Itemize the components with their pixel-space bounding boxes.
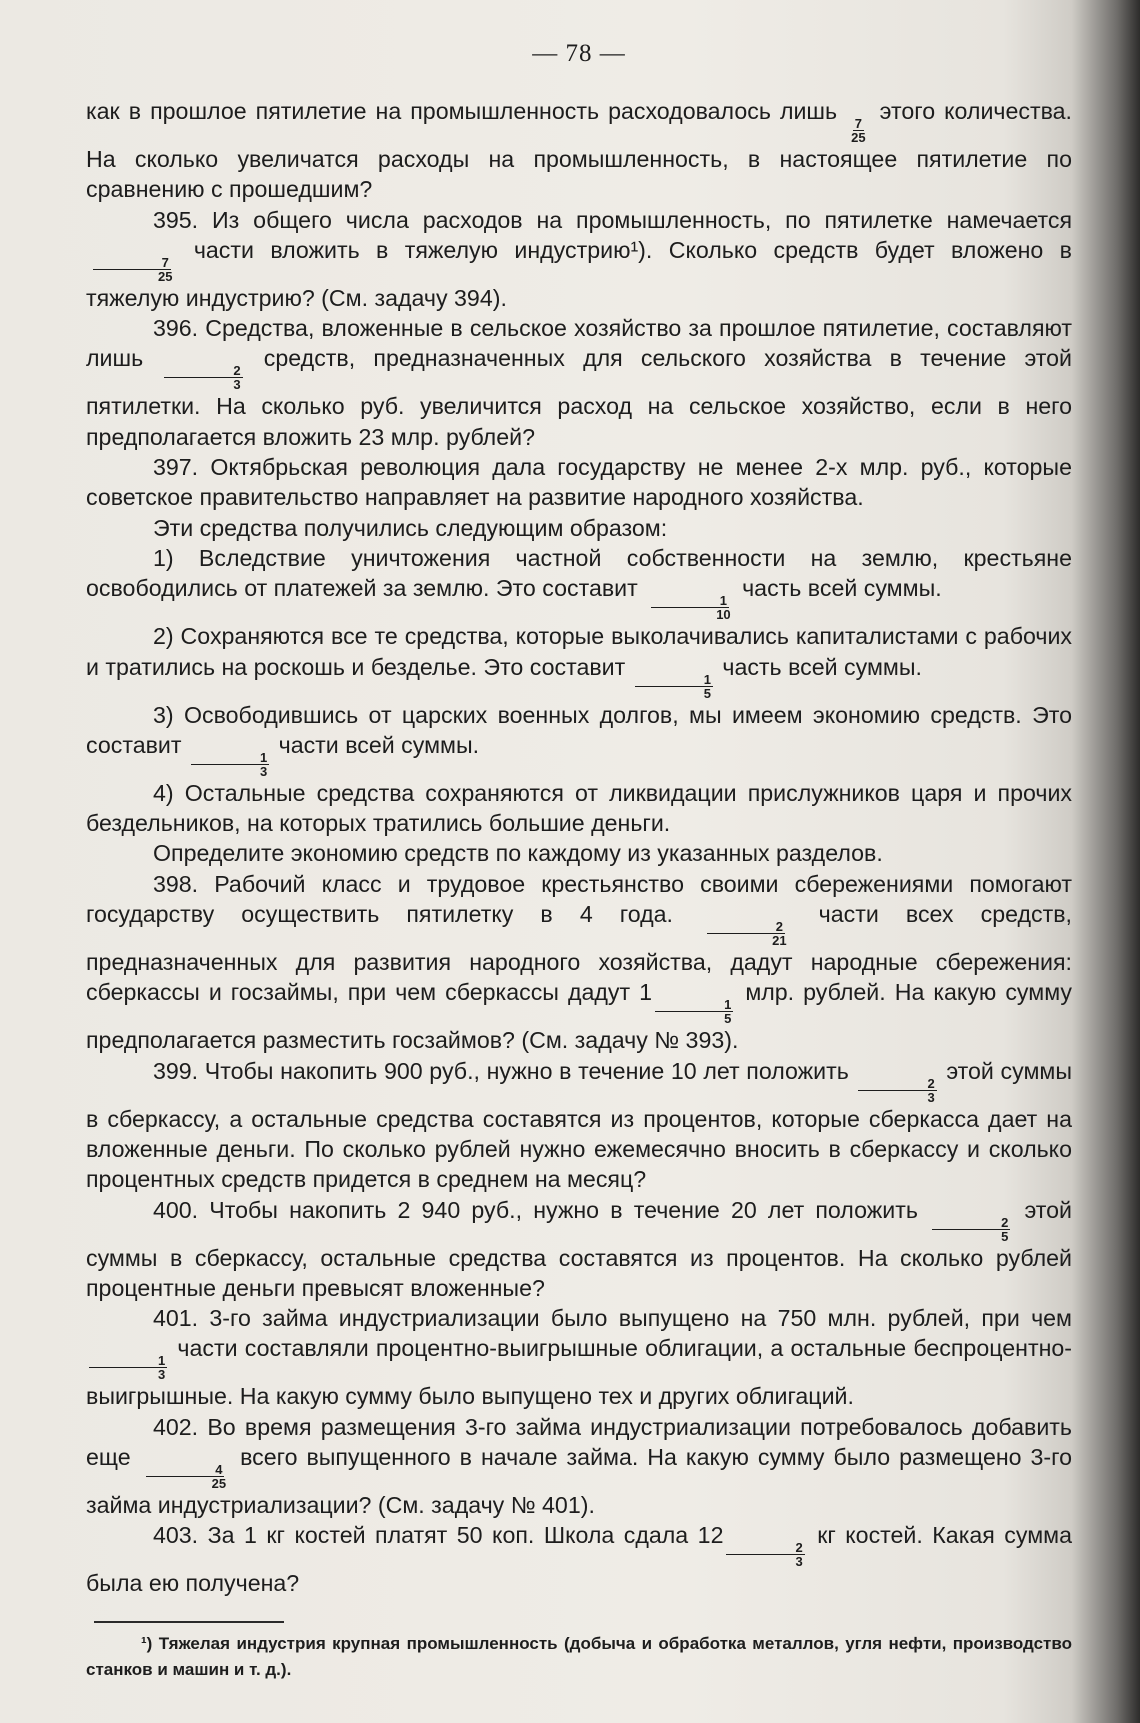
problem-397-item-1 xyxy=(86,543,1072,621)
text-run: 402. Во время размещения 3-го займа индустриализации потребовалось добавить еще xyxy=(86,1413,1072,1471)
problem-397 xyxy=(86,452,1072,513)
text-run: части вложить в тяжелую индустрию¹). Сколько средств будет вложено в тяжелую индустрию? (См. задачу 394). xyxy=(86,236,1072,311)
fraction-denominator: 25 xyxy=(851,130,866,145)
fraction-denominator: 10 xyxy=(716,607,731,623)
fraction-numerator: 2 xyxy=(164,364,242,378)
fraction xyxy=(858,1077,936,1104)
fraction-numerator: 4 xyxy=(146,1463,224,1477)
fraction-denominator: 3 xyxy=(259,763,268,779)
page-number: — 78 — xyxy=(532,40,626,67)
text-run: как в прошлое пятилетие на промышленность расходовалось лишь xyxy=(86,98,847,124)
fraction xyxy=(655,998,733,1025)
problem-397-item-3 xyxy=(86,700,1072,778)
fraction-denominator: 25 xyxy=(211,1476,227,1492)
problem-403 xyxy=(86,1520,1072,1598)
fraction xyxy=(191,751,269,778)
footnote-text: ¹) Тяжелая индустрия крупная промышленность (добыча и обработка металлов, угля нефти, производство станков и машин и т. д.). xyxy=(86,1633,1072,1679)
fraction-numerator: 2 xyxy=(858,1077,936,1091)
fraction-numerator: 2 xyxy=(726,1541,804,1555)
fraction-numerator: 1 xyxy=(89,1354,167,1368)
fraction xyxy=(703,920,788,947)
text-run: всего выпущенного в начале займа. На какую сумму было размещено 3-го займа индустриализации? (См. задачу № 401). xyxy=(86,1444,1072,1519)
text-run: средств, предназначенных для сельского хозяйства в течение этой пятилетки. На сколько руб. увеличится расход на сельское хозяйство, если в него предполагается вложить 23 млр. рублей? xyxy=(86,345,1072,450)
text-run: 403. За 1 кг костей платят 50 коп. Школа сдала 12 xyxy=(153,1522,724,1549)
text-run: этой суммы в сберкассу, остальные средства составятся из процентов. На сколько рублей процентные деньги превысят вложенные? xyxy=(86,1196,1072,1301)
problem-399 xyxy=(86,1056,1072,1195)
text-run: 400. Чтобы накопить 2 940 руб., нужно в течение 20 лет положить xyxy=(153,1196,930,1223)
fraction-numerator: 7 xyxy=(854,116,863,131)
fraction-denominator: 3 xyxy=(158,1367,166,1383)
text-run: часть всей суммы. xyxy=(715,653,922,680)
problem-401 xyxy=(86,1303,1072,1412)
page-content xyxy=(86,40,1072,1683)
footnote-block xyxy=(86,1631,1072,1683)
fraction xyxy=(849,117,867,144)
fraction xyxy=(164,364,242,391)
fraction-numerator: 1 xyxy=(651,594,729,608)
paragraph-intro xyxy=(86,96,1072,205)
fraction xyxy=(89,256,174,283)
fraction-numerator: 7 xyxy=(93,256,171,270)
fraction-numerator: 1 xyxy=(655,998,733,1012)
problem-397-item-2 xyxy=(86,621,1072,699)
fraction-denominator: 3 xyxy=(795,1554,803,1570)
problem-397-intro xyxy=(86,513,1072,543)
text-run: 399. Чтобы накопить 900 руб., нужно в течение 10 лет положить xyxy=(153,1057,856,1084)
problem-402 xyxy=(86,1412,1072,1521)
fraction-denominator: 3 xyxy=(233,377,241,393)
fraction-denominator: 21 xyxy=(772,933,787,949)
problem-397-question xyxy=(86,838,1072,868)
text-run: 2) Сохраняются все те средства, которые выколачивались капиталистами с рабочих и тратились на роскошь и безделье. Это составит xyxy=(86,623,1072,680)
fraction-denominator: 5 xyxy=(703,685,711,701)
fraction xyxy=(143,1463,228,1490)
fraction xyxy=(647,594,732,621)
problem-400 xyxy=(86,1195,1072,1304)
text-run: 4) Остальные средства сохраняются от ликвидации прислужников царя и прочих бездельников, на которых тратились большие деньги. xyxy=(86,779,1072,837)
footnote-divider xyxy=(94,1621,284,1623)
text-run: этого количества. На сколько увеличатся расходы на промышленность, в настоящее пятилетие по сравнению с прошедшим? xyxy=(86,98,1072,203)
problem-397-item-4 xyxy=(86,778,1072,839)
fraction-denominator: 25 xyxy=(158,268,173,284)
text-run: этой суммы в сберкассу, а остальные средства составятся из процентов, которые сберкасса дает на вложенные деньги. По сколько рублей нужно ежемесячно вносить в сберкассу и сколько процентных средств придется в среднем на месяц? xyxy=(86,1057,1073,1193)
text-run: часть всей суммы. xyxy=(735,575,942,602)
text-run: части всей суммы. xyxy=(272,731,480,758)
fraction-numerator: 2 xyxy=(707,920,785,934)
text-run: 401. 3-го займа индустриализации было выпущено на 750 млн. рублей, при чем xyxy=(153,1305,1072,1332)
text-run: 1) Вследствие уничтожения частной собственности на землю, крестьяне освободились от платежей за землю. Это составит xyxy=(86,544,1072,602)
text-run: 3) Освободившись от царских военных долгов, мы имеем экономию средств. Это составит xyxy=(86,701,1072,758)
text-run: части составляли процентно-выигрышные облигации, а остальные беспроцентно-выигрышные. На какую сумму было выпущено тех и других облигаций. xyxy=(86,1335,1072,1410)
fraction-numerator: 1 xyxy=(635,673,713,687)
text-run: 396. Средства, вложенные в сельское хозяйство за прошлое пятилетие, составляют лишь xyxy=(86,315,1072,372)
fraction-denominator: 3 xyxy=(927,1089,935,1105)
text-run: части всех средств, предназначенных для развития народного хозяйства, дадут народные сбережения: сберкассы и госзаймы, при чем сберкассы дадут 1 xyxy=(86,901,1072,1006)
text-run: 397. Октябрьская революция дала государству не менее 2-х млр. руб., которые советское правительство направляет на развитие народного хозяйства. xyxy=(86,454,1072,511)
text-run: 395. Из общего числа расходов на промышленность, по пятилетке намечается xyxy=(153,206,1072,233)
fraction xyxy=(89,1354,167,1381)
problem-398 xyxy=(86,869,1072,1056)
problem-396 xyxy=(86,313,1072,452)
fraction xyxy=(932,1216,1010,1243)
text-run: млр. рублей. На какую сумму предполагается разместить госзаймов? (См. задачу № 393). xyxy=(86,979,1072,1054)
problem-395 xyxy=(86,205,1072,314)
text-run: Эти средства получились следующим образом: xyxy=(153,514,668,541)
fraction xyxy=(635,673,713,700)
fraction-numerator: 1 xyxy=(191,751,269,765)
fraction-denominator: 5 xyxy=(1001,1228,1009,1244)
fraction xyxy=(726,1541,804,1568)
text-run: Определите экономию средств по каждому из указанных разделов. xyxy=(153,840,883,867)
text-run: 398. Рабочий класс и трудовое крестьянство своими сбережениями помогают государству осуществить пятилетку в 4 года. xyxy=(86,870,1072,928)
text-run: кг костей. Какая сумма была ею получена? xyxy=(86,1522,1072,1597)
fraction-numerator: 2 xyxy=(932,1216,1010,1230)
fraction-denominator: 5 xyxy=(724,1011,732,1027)
body-text xyxy=(86,96,1072,1599)
